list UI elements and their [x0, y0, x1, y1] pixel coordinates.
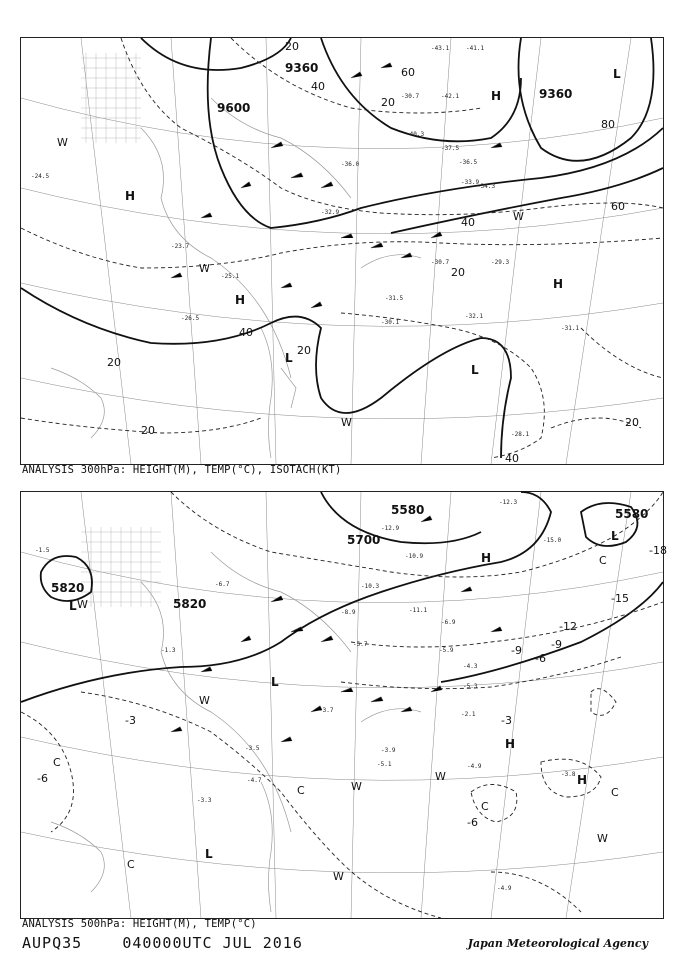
graticule: [21, 492, 663, 918]
graticule: [21, 38, 663, 464]
isotach-label: 60: [611, 200, 625, 213]
temperature-isotherms: [21, 492, 663, 918]
station-temp: -1.5: [35, 547, 50, 554]
height-label-5820-a: 5820: [51, 581, 85, 595]
isotach-label: 20: [107, 356, 121, 369]
station-temp: -3.8: [561, 771, 576, 778]
cold-marker: C: [297, 784, 305, 797]
height-label-5700: 5700: [347, 533, 381, 547]
station-temp: -42.1: [441, 93, 460, 100]
low-center: L: [471, 363, 479, 377]
wind-barbs: [171, 516, 502, 742]
cold-marker: C: [127, 858, 135, 871]
isotach-label: 20: [625, 416, 639, 429]
warm-marker: W: [77, 598, 88, 611]
high-center: H: [125, 189, 136, 203]
isotach-label: 20: [451, 266, 465, 279]
isotherm-label: -18: [649, 544, 667, 557]
warm-marker: W: [199, 262, 210, 275]
station-temp: -29.3: [491, 259, 510, 266]
isotherm-label: -6: [467, 816, 478, 829]
isotherm-label: -9: [551, 638, 562, 651]
map-300hpa-chart: [21, 38, 663, 464]
station-temp: -4.7: [247, 777, 262, 784]
station-temp: -37.5: [441, 145, 460, 152]
station-temp: -25.1: [221, 273, 240, 280]
station-temp: -11.1: [409, 607, 428, 614]
cold-marker: C: [611, 786, 619, 799]
isotach-lines: [21, 38, 663, 458]
high-center: H: [481, 551, 492, 565]
station-temp: -6.7: [215, 581, 230, 588]
cold-marker: C: [53, 756, 61, 769]
station-temp: -2.1: [461, 711, 476, 718]
isotherm-label: -6: [535, 652, 546, 665]
map-500hpa: [20, 491, 667, 919]
isotach-label: 20: [285, 40, 299, 53]
low-center: L: [613, 67, 621, 81]
station-temp: -36.0: [341, 161, 360, 168]
isotach-label: 20: [297, 344, 311, 357]
station-temp: -12.3: [499, 499, 518, 506]
map-300hpa: [20, 37, 664, 465]
isotach-label: 40: [461, 216, 475, 229]
isotach-label: 80: [601, 118, 615, 131]
station-temp: -24.5: [31, 173, 50, 180]
agency-name: Japan Meteorological Agency: [467, 937, 648, 950]
station-temp: -30.7: [431, 259, 450, 266]
station-temp: -32.9: [321, 209, 340, 216]
station-temp: -34.3: [477, 183, 496, 190]
warm-marker: W: [597, 832, 608, 845]
warm-marker: W: [351, 780, 362, 793]
caption-300hpa: ANALYSIS 300hPa: HEIGHT(M), TEMP(°C), ISOTACH(KT): [22, 464, 342, 476]
isotherm-label: -3: [125, 714, 136, 727]
height-label-5580-b: 5580: [615, 507, 649, 521]
station-temp: -12.9: [381, 525, 400, 532]
height-label-9360-b: 9360: [539, 87, 573, 101]
station-temp: -41.1: [466, 45, 485, 52]
station-temp: -33.9: [461, 179, 480, 186]
station-temp: -15.0: [543, 537, 562, 544]
low-center: L: [205, 847, 213, 861]
isotach-label: 40: [239, 326, 253, 339]
low-center: L: [611, 529, 619, 543]
height-contours: [21, 38, 663, 458]
high-center: H: [491, 89, 502, 103]
station-temp: -31.1: [561, 325, 580, 332]
station-temp: -43.1: [431, 45, 450, 52]
isotherm-label: -9: [511, 644, 522, 657]
warm-marker: W: [435, 770, 446, 783]
station-temp: -4.3: [463, 663, 478, 670]
station-temp: -10.3: [361, 583, 380, 590]
isotach-label: 40: [505, 452, 519, 465]
height-label-5580-a: 5580: [391, 503, 425, 517]
product-code: AUPQ35: [22, 934, 83, 952]
station-temp: -6.9: [441, 619, 456, 626]
low-center: L: [285, 351, 293, 365]
station-temp: -5.7: [353, 641, 368, 648]
station-temp: -30.7: [401, 93, 420, 100]
height-label-9360-a: 9360: [285, 61, 319, 75]
warm-marker: W: [199, 694, 210, 707]
high-center: H: [505, 737, 516, 751]
isotach-label: 40: [311, 80, 325, 93]
station-temp: -10.9: [405, 553, 424, 560]
station-temp: -5.9: [439, 647, 454, 654]
isotherm-label: -12: [559, 620, 577, 633]
warm-marker: W: [513, 210, 524, 223]
station-temp: -3.5: [245, 745, 260, 752]
station-temp: -40.3: [406, 131, 425, 138]
cold-marker: C: [481, 800, 489, 813]
height-contours: [21, 492, 663, 702]
station-temp: -30.1: [381, 319, 400, 326]
station-temp: -31.5: [385, 295, 404, 302]
isotach-label: 20: [381, 96, 395, 109]
station-temp: -28.1: [511, 431, 530, 438]
isotherm-label: -3: [501, 714, 512, 727]
high-center: H: [577, 773, 588, 787]
high-center: H: [235, 293, 246, 307]
warm-marker: W: [333, 870, 344, 883]
isotherm-label: -6: [37, 772, 48, 785]
warm-marker: W: [57, 136, 68, 149]
station-temp: -3.9: [381, 747, 396, 754]
caption-500hpa: ANALYSIS 500hPa: HEIGHT(M), TEMP(°C): [22, 918, 257, 930]
station-temp: -4.9: [467, 763, 482, 770]
low-center: L: [69, 599, 77, 613]
height-label-9600: 9600: [217, 101, 251, 115]
station-temp: -1.3: [161, 647, 176, 654]
isotach-label: 20: [141, 424, 155, 437]
isotherm-label: -15: [611, 592, 629, 605]
coastlines: [51, 552, 424, 912]
valid-time: 040000UTC JUL 2016: [122, 934, 303, 952]
cold-marker: C: [599, 554, 607, 567]
station-temp: -4.9: [497, 885, 512, 892]
station-temp: -26.5: [181, 315, 200, 322]
low-center: L: [271, 675, 279, 689]
station-temp: -8.9: [341, 609, 356, 616]
station-temp: -36.5: [459, 159, 478, 166]
station-temp: -23.7: [171, 243, 190, 250]
high-center: H: [553, 277, 564, 291]
station-temp: -3.7: [319, 707, 334, 714]
height-label-5820-b: 5820: [173, 597, 207, 611]
station-temp: -3.3: [197, 797, 212, 804]
station-temp: -5.1: [377, 761, 392, 768]
station-temp: -5.3: [463, 683, 478, 690]
map-500hpa-chart: [21, 492, 667, 918]
chart-id: [22, 934, 303, 952]
station-temp: -32.1: [465, 313, 484, 320]
isotach-label: 60: [401, 66, 415, 79]
warm-marker: W: [341, 416, 352, 429]
